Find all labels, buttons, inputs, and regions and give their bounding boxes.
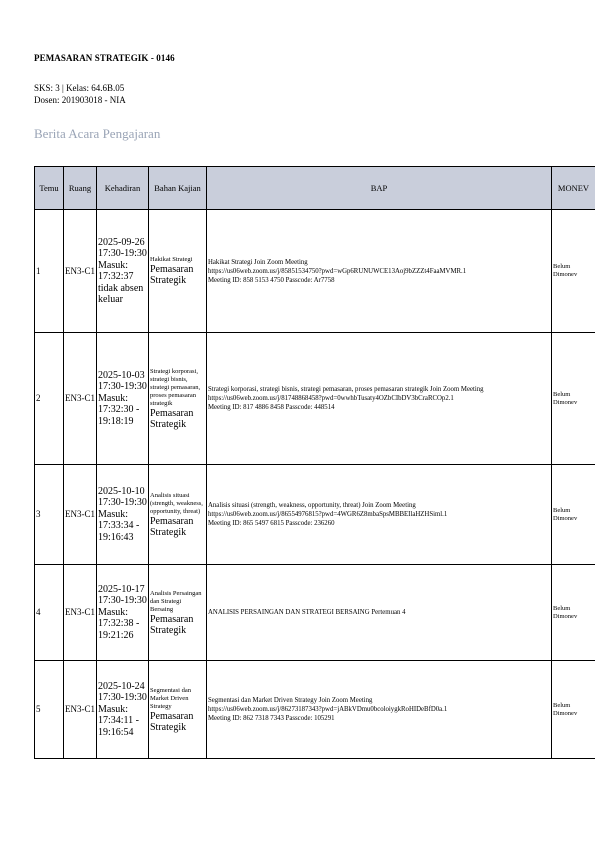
bap-line: ANALISIS PERSAINGAN DAN STRATEGI BERSAING Pertemuan 4 <box>208 609 406 616</box>
cell-bahan-kajian <box>149 565 207 661</box>
bap-table <box>34 166 595 759</box>
bahan-topic: Analisis situasi (strength, weakness, opportunity, threat) <box>150 491 203 515</box>
bap-line: Meeting ID: 817 4886 8458 Passcode: 448514 <box>208 404 335 411</box>
cell-monev: Belum Dimonev <box>552 465 595 565</box>
bap-line: Meeting ID: 862 7318 7343 Passcode: 105291 <box>208 715 335 722</box>
bahan-course: Pemasaran Strategik <box>150 613 194 636</box>
cell-monev: Belum Dimonev <box>552 565 595 661</box>
cell-ruang: EN3-C1 <box>64 333 97 465</box>
table-row <box>35 661 595 759</box>
cell-bap <box>207 661 552 759</box>
course-title: PEMASARAN STRATEGIK - 0146 <box>34 53 175 63</box>
cell-temu: 1 <box>35 210 64 333</box>
bap-line: Meeting ID: 865 5497 6815 Passcode: 236260 <box>208 520 335 527</box>
cell-kehadiran: 2025-10-10 17:30-19:30 Masuk: 17:33:34 - 19:16:43 <box>97 465 149 565</box>
cell-kehadiran: 2025-10-17 17:30-19:30 Masuk: 17:32:38 - 19:21:26 <box>97 565 149 661</box>
table-row <box>35 465 595 565</box>
cell-bahan-kajian <box>149 661 207 759</box>
cell-kehadiran: 2025-10-24 17:30-19:30 Masuk: 17:34:11 - 19:16:54 <box>97 661 149 759</box>
cell-ruang: EN3-C1 <box>64 465 97 565</box>
bahan-topic: Strategi korporasi, strategi bisnis, strategi pemasaran, proses pemasaran strategik <box>150 367 201 407</box>
bap-link: https://us06web.zoom.us/j/86273187343?pwd=jABkVDmu0bcoloiygkRoHIDeBfD0a.1 <box>208 706 448 713</box>
header-bap: BAP <box>207 167 552 210</box>
header-temu: Temu <box>35 167 64 210</box>
bap-line: Segmentasi dan Market Driven Strategy Join Zoom Meeting <box>208 697 373 704</box>
bahan-topic: Hakikat Strategi <box>150 256 193 263</box>
cell-bap <box>207 565 552 661</box>
cell-temu: 2 <box>35 333 64 465</box>
bap-line: Meeting ID: 858 5153 4750 Passcode: Ar7758 <box>208 276 335 284</box>
bap-link: https://us06web.zoom.us/j/85851534750?pwd=wGp6RUNUWCE13Aoj9bZZZt4FaaMVMR.1 <box>208 267 467 275</box>
cell-kehadiran: 2025-10-03 17:30-19:30 Masuk: 17:32:30 - 19:18:19 <box>97 333 149 465</box>
bahan-course: Pemasaran Strategik <box>150 407 194 430</box>
cell-kehadiran: 2025-09-26 17:30-19:30 Masuk: 17:32:37 tidak absen keluar <box>97 210 149 333</box>
cell-temu: 4 <box>35 565 64 661</box>
course-info: SKS: 3 | Kelas: 64.6B.05 <box>34 83 125 93</box>
header-bahan-kajian: Bahan Kajian <box>149 167 207 210</box>
table-header-row <box>35 167 595 210</box>
header-kehadiran: Kehadiran <box>97 167 149 210</box>
header-monev: MONEV <box>552 167 595 210</box>
table-row <box>35 333 595 465</box>
bap-link: https://us06web.zoom.us/j/86554976815?pwd=4WGR6Z8mbaSpsMBBEIlaHZHSiml.1 <box>208 511 448 518</box>
cell-temu: 3 <box>35 465 64 565</box>
bahan-topic: Segmentasi dan Market Driven Strategy <box>150 686 191 710</box>
bap-line: Analisis situasi (strength, weakness, opportunity, threat) Join Zoom Meeting <box>208 502 416 509</box>
cell-monev: Belum Dimonev <box>552 210 595 333</box>
bap-line: Hakikat Strategi Join Zoom Meeting <box>208 258 308 266</box>
cell-temu: 5 <box>35 661 64 759</box>
table-row <box>35 210 595 333</box>
cell-ruang: EN3-C1 <box>64 210 97 333</box>
bahan-course: Pemasaran Strategik <box>150 710 194 733</box>
cell-ruang: EN3-C1 <box>64 565 97 661</box>
section-title: Berita Acara Pengajaran <box>34 126 161 141</box>
cell-monev: Belum Dimonev <box>552 333 595 465</box>
bap-line: Strategi korporasi, strategi bisnis, strategi pemasaran, proses pemasaran strategik Join Zoom Meeting <box>208 386 484 393</box>
header-ruang: Ruang <box>64 167 97 210</box>
cell-bahan-kajian <box>149 465 207 565</box>
lecturer-info: Dosen: 201903018 - NIA <box>34 95 126 105</box>
cell-bap <box>207 210 552 333</box>
cell-bahan-kajian <box>149 333 207 465</box>
bahan-topic: Analisis Persaingan dan Strategi Bersaing <box>150 589 202 613</box>
cell-bap <box>207 465 552 565</box>
cell-monev: Belum Dimonev <box>552 661 595 759</box>
bahan-course: Pemasaran Strategik <box>150 264 194 286</box>
bahan-course: Pemasaran Strategik <box>150 515 194 538</box>
cell-ruang: EN3-C1 <box>64 661 97 759</box>
bap-link: https://us06web.zoom.us/j/81748868458?pwd=0wwhbTusaty4OZbCIbDV3bCraRCOp2.1 <box>208 395 454 402</box>
cell-bahan-kajian <box>149 210 207 333</box>
table-row <box>35 565 595 661</box>
cell-bap <box>207 333 552 465</box>
